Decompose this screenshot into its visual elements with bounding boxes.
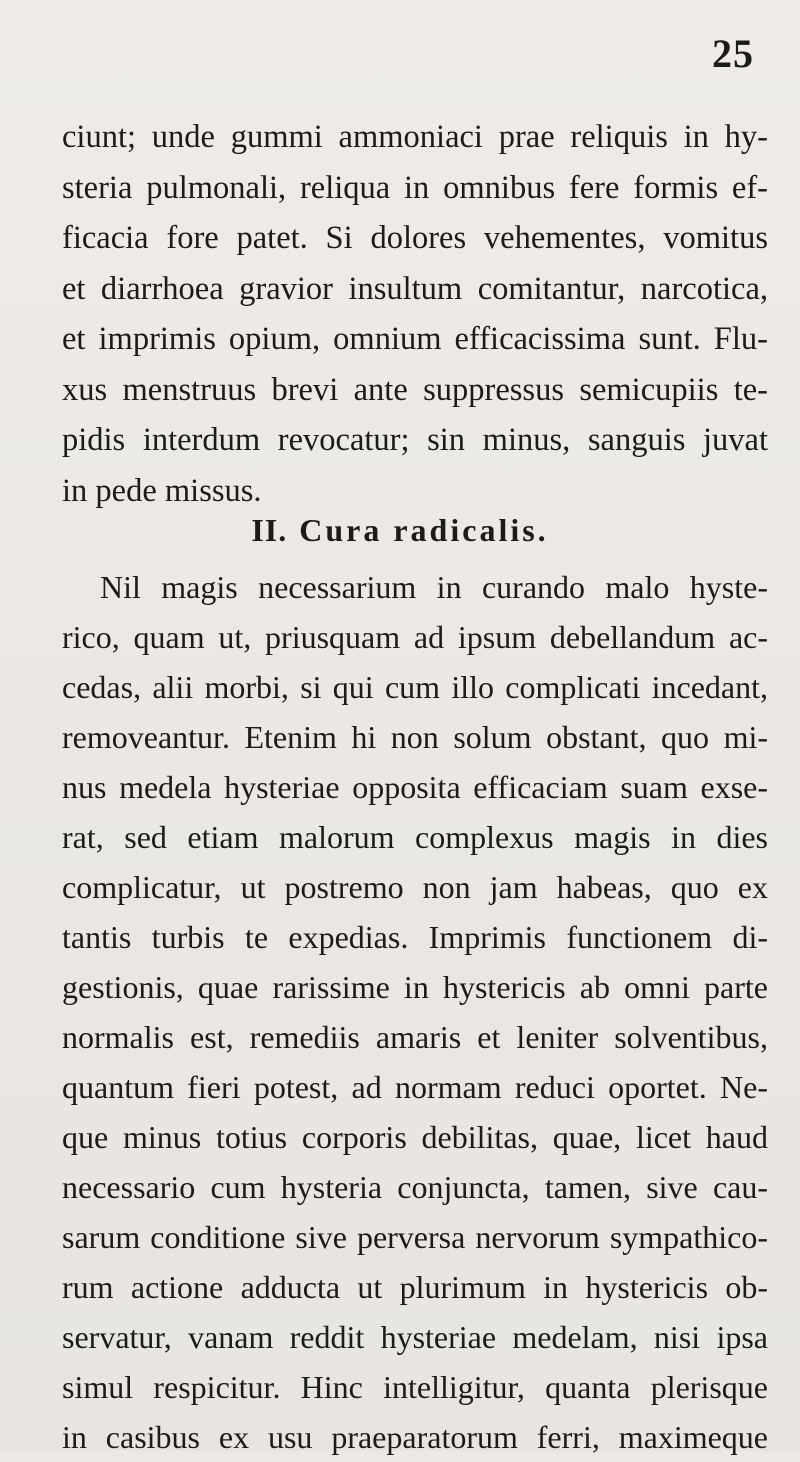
text-line: rat, sed etiam malorum complexus magis in dies <box>62 819 768 855</box>
text-line: tantis turbis te expedias. Imprimis functionem di- <box>62 919 768 955</box>
text-line: nus medela hysteriae opposita efficaciam suam exse- <box>62 769 768 805</box>
text-line: rum actione adducta ut plurimum in hystericis ob- <box>62 1269 768 1305</box>
text-line: in pede missus. <box>62 472 262 509</box>
text-line: et diarrhoea gravior insultum comitantur, narcotica, <box>62 270 768 307</box>
text-line: simul respicitur. Hinc intelligitur, quanta plerisque <box>62 1369 768 1405</box>
text-line: Nil magis necessarium in curando malo hyste- <box>100 569 768 605</box>
section-title: Cura radicalis. <box>299 512 549 548</box>
text-line: sarum conditione sive perversa nervorum sympathico- <box>62 1219 768 1255</box>
text-line: servatur, vanam reddit hysteriae medelam, nisi ipsa <box>62 1319 768 1355</box>
section-heading <box>0 510 800 550</box>
paragraph-2 <box>62 562 768 1462</box>
text-line: steria pulmonali, reliqua in omnibus fere formis ef- <box>62 169 768 206</box>
text-line: et imprimis opium, omnium efficacissima sunt. Flu- <box>62 321 768 357</box>
text-line: ciunt; unde gummi ammoniaci prae reliquis in hy- <box>62 119 768 155</box>
text-line: cedas, alii morbi, si qui cum illo complicati incedant, <box>62 669 768 705</box>
text-line: normalis est, remediis amaris et leniter solventibus, <box>62 1019 768 1055</box>
text-line: in casibus ex usu praeparatorum ferri, maximeque <box>62 1419 768 1455</box>
paragraph-1 <box>62 112 768 516</box>
text-line: quantum fieri potest, ad normam reduci oportet. Ne- <box>62 1069 768 1105</box>
text-line: removeantur. Etenim hi non solum obstant, quo mi- <box>62 719 768 755</box>
text-line: pidis interdum revocatur; sin minus, sanguis juvat <box>62 422 768 458</box>
page-number: 25 <box>712 31 754 76</box>
text-line: complicatur, ut postremo non jam habeas, quo ex <box>62 869 768 905</box>
text-line: que minus totius corporis debilitas, quae, licet haud <box>62 1119 768 1155</box>
text-line: ficacia fore patet. Si dolores vehementes, vomitus <box>62 220 768 256</box>
text-line: rico, quam ut, priusquam ad ipsum debellandum ac- <box>62 619 768 655</box>
text-line: xus menstruus brevi ante suppressus semicupiis te- <box>62 371 768 408</box>
section-number: II. <box>251 512 288 548</box>
text-line: gestionis, quae rarissime in hystericis ab omni parte <box>62 969 768 1005</box>
text-line: necessario cum hysteria conjuncta, tamen, sive cau- <box>62 1169 768 1205</box>
